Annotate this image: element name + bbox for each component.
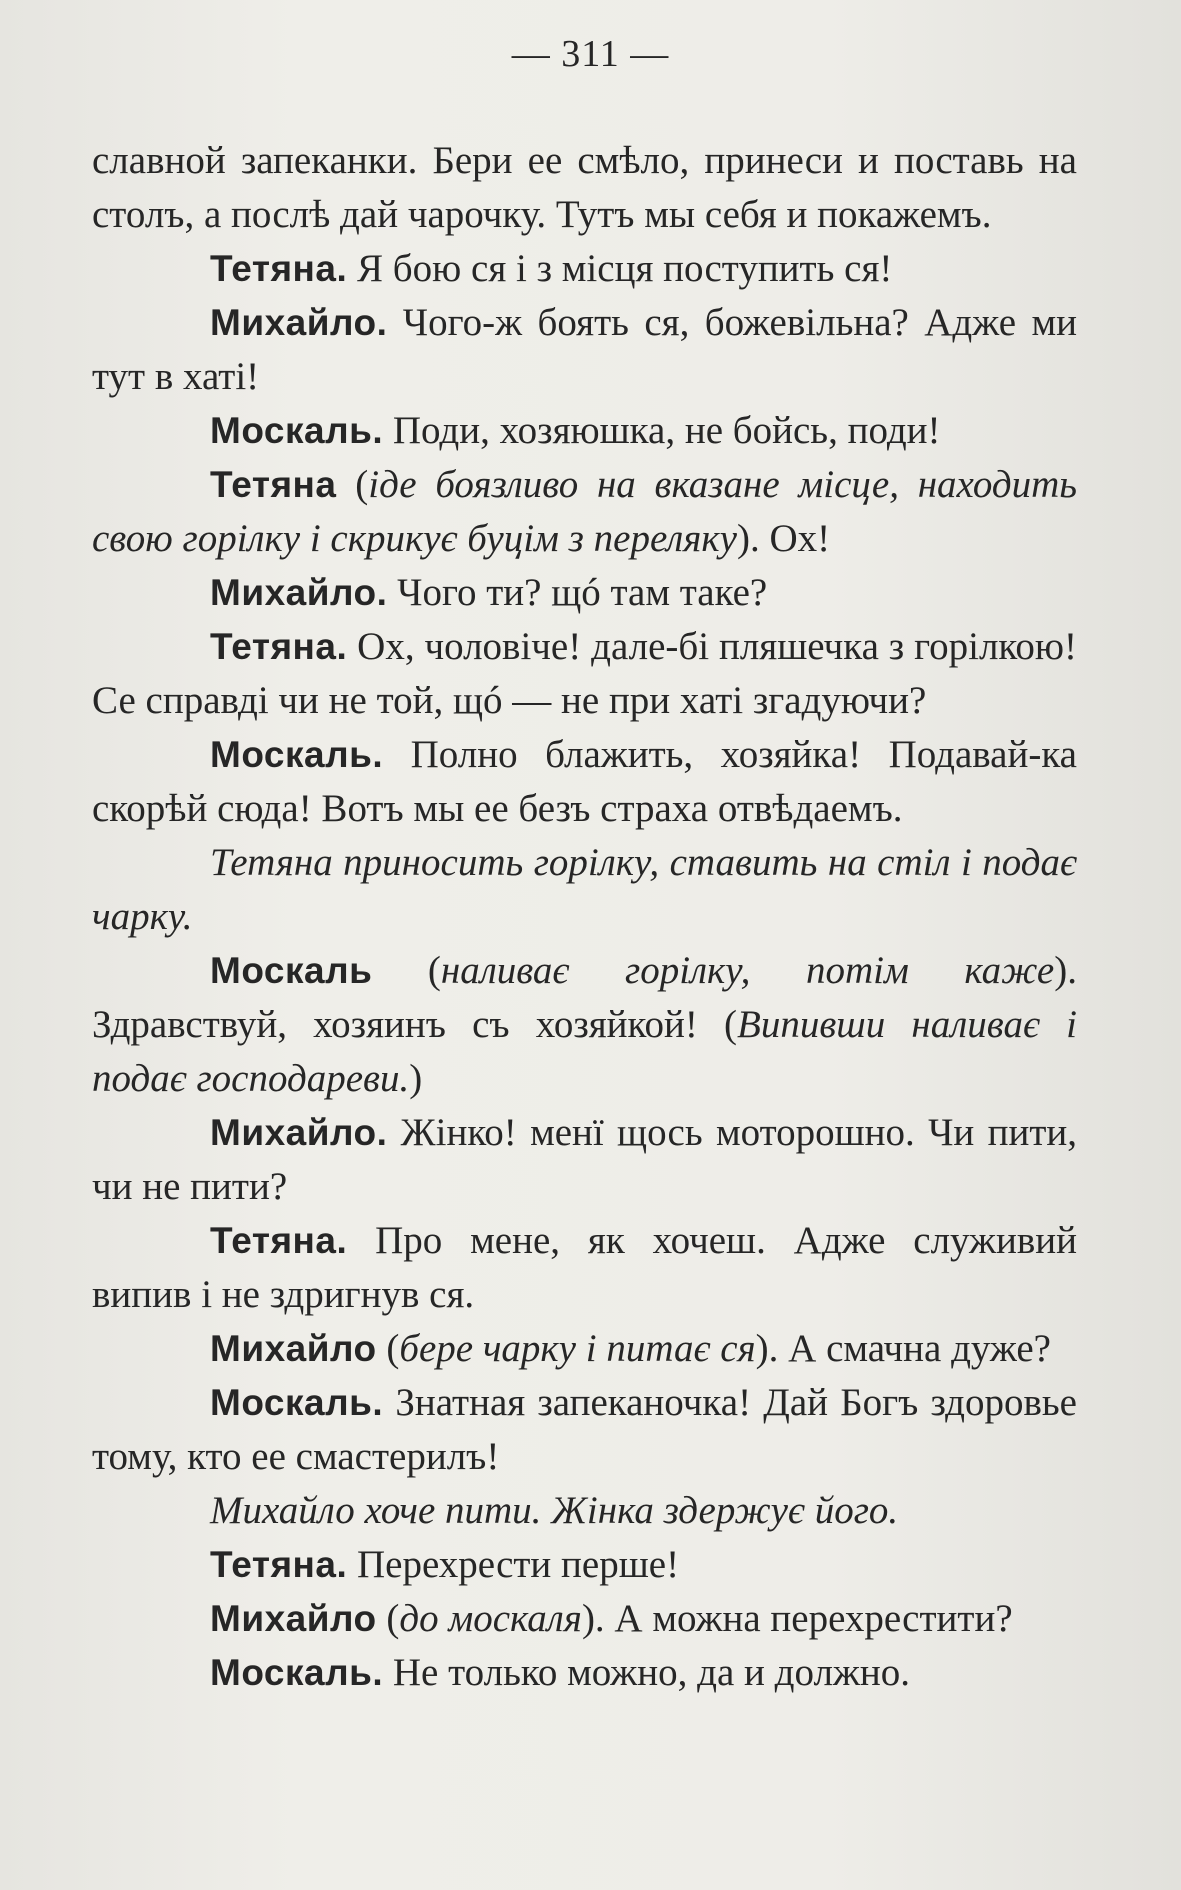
page-text <box>92 134 1077 1700</box>
dialogue-paragraph <box>92 1106 1077 1214</box>
speaker-name: Тетяна. <box>210 248 348 289</box>
speaker-name: Москаль. <box>210 1652 384 1693</box>
dialogue-text: ( <box>372 949 441 992</box>
speaker-name: Михайло <box>210 1598 377 1639</box>
dialogue-text: ). Ох! <box>736 517 831 560</box>
dialogue-paragraph <box>92 566 1077 620</box>
dialogue-text: ). А смачна дуже? <box>755 1327 1051 1370</box>
dialogue-paragraph <box>92 1214 1077 1322</box>
dialogue-text: Я бою ся і з місця поступить ся! <box>347 247 893 290</box>
dialogue-text: ( <box>376 1327 400 1370</box>
speaker-name: Тетяна. <box>210 626 348 667</box>
stage-direction <box>92 836 1077 944</box>
stage-direction-text: іде боязливо на вказане місце, находить свою горілку і скрикує буцім з переляку <box>92 463 1078 560</box>
dialogue-text: славной запеканки. Бери ее смѣло, принеси и поставь на столъ, а послѣ дай чарочку. Тутъ мы себя и покажемъ. <box>92 139 1077 236</box>
dialogue-paragraph <box>92 404 1077 458</box>
dialogue-text: Ох, чоловіче! дале-бі пляшечка з горілкою! Се справді чи не той, щó — не при хаті згадуючи? <box>92 625 1077 722</box>
dialogue-paragraph <box>92 242 1077 296</box>
speaker-name: Москаль. <box>210 734 384 775</box>
dialogue-paragraph <box>92 296 1077 404</box>
stage-direction-text: наливає горілку, потім каже <box>440 949 1055 992</box>
dialogue-paragraph <box>92 458 1077 566</box>
dialogue-paragraph <box>92 1592 1077 1646</box>
speaker-name: Тетяна. <box>210 1544 348 1585</box>
stage-direction-text: до москаля <box>399 1597 582 1640</box>
dialogue-text: ). Здравствуй, хозяинъ съ хозяйкой! ( <box>92 949 1077 1046</box>
dialogue-text: Поди, хозяюшка, не бойсь, поди! <box>383 409 941 452</box>
dialogue-text: Перехрести перше! <box>347 1543 680 1586</box>
dialogue-text: Жінко! менї щось моторошно. Чи пити, чи не пити? <box>92 1111 1077 1208</box>
dialogue-text: ( <box>376 1597 400 1640</box>
dialogue-paragraph <box>92 728 1077 836</box>
stage-direction-text: бере чарку і питає ся <box>399 1327 756 1370</box>
stage-direction-text: Випивши наливає і подає господареви. <box>92 1003 1077 1100</box>
speaker-name: Москаль <box>210 950 373 991</box>
dialogue-text: Про мене, як хочеш. Адже служивий випив і не здригнув ся. <box>92 1219 1077 1316</box>
speaker-name: Москаль. <box>210 410 384 451</box>
dialogue-text: Чого ти? щó там таке? <box>387 571 768 614</box>
speaker-name: Москаль. <box>210 1382 384 1423</box>
dialogue-text: Знатная запеканочка! Дай Богъ здоровье тому, кто ее смастерилъ! <box>92 1381 1077 1478</box>
speaker-name: Михайло. <box>210 302 388 343</box>
page-number: — 311 — <box>511 33 670 75</box>
dialogue-text: Полно блажить, хозяйка! Подавай-ка скорѣй сюда! Вотъ мы ее безъ страха отвѣдаемъ. <box>92 733 1077 830</box>
speaker-name: Тетяна. <box>210 1220 348 1261</box>
speaker-name: Михайло. <box>210 572 388 613</box>
dialogue-text: Чого-ж боять ся, божевільна? Адже ми тут в хаті! <box>92 301 1077 398</box>
dialogue-paragraph <box>92 1322 1077 1376</box>
dialogue-paragraph <box>92 944 1077 1106</box>
dialogue-paragraph <box>92 620 1077 728</box>
dialogue-text: ( <box>336 463 369 506</box>
dialogue-paragraph <box>92 1646 1077 1700</box>
stage-direction-text: Тетяна приносить горілку, ставить на стіл і подає чарку. <box>92 841 1077 938</box>
dialogue-paragraph <box>92 1538 1077 1592</box>
stage-direction <box>92 1484 1077 1538</box>
dialogue-paragraph <box>92 1376 1077 1484</box>
dialogue-text: ) <box>409 1057 423 1100</box>
stage-direction-text: Михайло хоче пити. Жінка здержує його. <box>210 1489 899 1532</box>
speaker-name: Тетяна <box>210 464 337 505</box>
dialogue-text: ). А можна перехрестити? <box>581 1597 1013 1640</box>
speaker-name: Михайло <box>210 1328 377 1369</box>
speaker-name: Михайло. <box>210 1112 388 1153</box>
dialogue-paragraph <box>92 134 1077 242</box>
dialogue-text: Не только можно, да и должно. <box>383 1651 911 1694</box>
